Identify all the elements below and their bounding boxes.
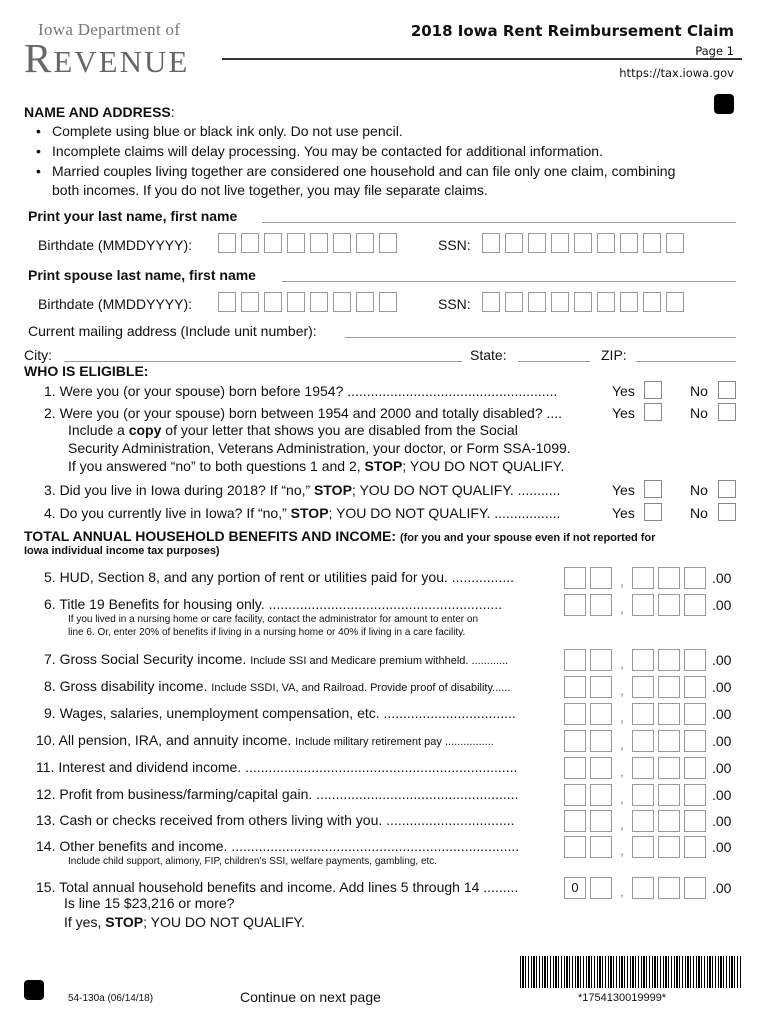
spouse-name-field[interactable] xyxy=(282,281,736,282)
digit-box[interactable] xyxy=(528,292,546,312)
line-5-digit-box[interactable] xyxy=(590,567,612,589)
line-5-digit-box[interactable] xyxy=(658,567,680,589)
digit-box[interactable] xyxy=(333,292,351,312)
birthdate-label: Birthdate (MMDDYYYY): xyxy=(38,237,193,253)
line-8-digit-box[interactable] xyxy=(564,676,586,698)
website-url[interactable]: https://tax.iowa.gov xyxy=(619,66,734,80)
thousands-separator: , xyxy=(620,736,624,752)
digit-box[interactable] xyxy=(264,233,282,253)
thousands-separator: , xyxy=(620,573,624,589)
continue-note: Continue on next page xyxy=(240,989,381,1005)
city-field[interactable] xyxy=(64,361,462,362)
line-5-digit-box[interactable] xyxy=(632,567,654,589)
zip-field[interactable] xyxy=(636,361,736,362)
ssn-boxes[interactable] xyxy=(482,233,684,253)
header-rule xyxy=(222,58,742,60)
line-12-digit-box[interactable] xyxy=(564,784,586,806)
eligible-heading: WHO IS ELIGIBLE: xyxy=(24,363,149,379)
digit-box[interactable] xyxy=(620,292,638,312)
logo-dept-text: Iowa Department of xyxy=(38,20,181,39)
digit-box[interactable] xyxy=(264,292,282,312)
logo-revenue xyxy=(24,34,189,82)
no-label: No xyxy=(690,505,708,521)
income-heading: TOTAL ANNUAL HOUSEHOLD BENEFITS AND INCOME: (for you and your spouse even if not reported for xyxy=(24,528,656,544)
spouse-birthdate-boxes[interactable] xyxy=(218,292,397,312)
instruction-continued: both incomes. If you do not live together, you may file separate claims. xyxy=(52,182,488,198)
mailing-address-label: Current mailing address (Include unit number): xyxy=(28,323,317,339)
question-3: 3. Did you live in Iowa during 2018? If “no,” STOP; YOU DO NOT QUALIFY. ........... xyxy=(44,482,561,498)
line-12-digit-box[interactable] xyxy=(684,784,706,806)
digit-box[interactable] xyxy=(528,233,546,253)
threshold-question: Is line 15 $23,216 or more? xyxy=(64,895,235,911)
cents-suffix: .00 xyxy=(712,706,732,722)
line-15-value[interactable]: 0 xyxy=(564,877,586,899)
thousands-separator: , xyxy=(620,709,624,725)
question-1: 1. Were you (or your spouse) born before 1954? ...................................................... xyxy=(44,383,558,399)
spouse-ssn-label: SSN: xyxy=(438,296,471,312)
cents-suffix: .00 xyxy=(712,787,732,803)
line-12-digit-box[interactable] xyxy=(590,784,612,806)
digit-box[interactable] xyxy=(551,292,569,312)
city-label: City: xyxy=(24,347,52,363)
digit-box[interactable] xyxy=(287,233,305,253)
line-8-digit-box[interactable] xyxy=(632,676,654,698)
digit-box[interactable] xyxy=(287,292,305,312)
name-label: Print your last name, first name xyxy=(28,208,238,224)
cents-suffix: .00 xyxy=(712,652,732,668)
logo-rest: EVENUE xyxy=(53,44,190,79)
line-14-digit-box[interactable] xyxy=(684,836,706,858)
question-2: 2. Were you (or your spouse) born between 1954 and 2000 and totally disabled? .... xyxy=(44,405,563,421)
q3-yes-checkbox[interactable] xyxy=(644,480,662,498)
threshold-stop: If yes, STOP; YOU DO NOT QUALIFY. xyxy=(64,914,305,930)
question-4: 4. Do you currently live in Iowa? If “no,” STOP; YOU DO NOT QUALIFY. ................. xyxy=(44,505,561,521)
cents-suffix: .00 xyxy=(712,679,732,695)
thousands-separator: , xyxy=(620,883,624,899)
q4-yes-checkbox[interactable] xyxy=(644,503,662,521)
line-12-digit-box[interactable] xyxy=(658,784,680,806)
thousands-separator: , xyxy=(620,682,624,698)
state-label: State: xyxy=(470,347,507,363)
line-14-digit-box[interactable] xyxy=(590,836,612,858)
cents-suffix: .00 xyxy=(712,880,732,896)
yes-label: Yes xyxy=(612,383,635,399)
question-2-note: Security Administration, Veterans Administration, your doctor, or Form SSA-1099. xyxy=(68,440,571,456)
line-8-digit-box[interactable] xyxy=(684,676,706,698)
thousands-separator: , xyxy=(620,842,624,858)
digit-box[interactable] xyxy=(505,292,523,312)
line-15-digit-box[interactable] xyxy=(684,877,706,899)
instruction-bullet: • Married couples living together are considered one household and can file only one claim, combining xyxy=(52,163,675,179)
line-9-digit-box[interactable] xyxy=(564,703,586,725)
yes-label: Yes xyxy=(612,482,635,498)
line-6-digit-box[interactable] xyxy=(684,594,706,616)
income-heading-note: Iowa individual income tax purposes) xyxy=(24,545,220,557)
barcode-text: *1754130019999* xyxy=(578,992,667,1004)
digit-box[interactable] xyxy=(379,292,397,312)
spouse-name-label: Print spouse last name, first name xyxy=(28,267,256,283)
ssn-label: SSN: xyxy=(438,237,471,253)
thousands-separator: , xyxy=(620,816,624,832)
line-9-label: 9. Wages, salaries, unemployment compensation, etc. .................................. xyxy=(44,705,516,721)
cents-suffix: .00 xyxy=(712,760,732,776)
yes-label: Yes xyxy=(612,505,635,521)
line-6-digit-box[interactable] xyxy=(564,594,586,616)
line-13-digit-box[interactable] xyxy=(564,810,586,832)
name-field[interactable] xyxy=(262,222,736,223)
digit-box[interactable] xyxy=(597,233,615,253)
line-9-digit-box[interactable] xyxy=(684,703,706,725)
line-6-digit-box[interactable] xyxy=(632,594,654,616)
line-13-digit-box[interactable] xyxy=(590,810,612,832)
line-13-digit-box[interactable] xyxy=(684,810,706,832)
form-id: 54-130a (06/14/18) xyxy=(68,993,154,1004)
spouse-birthdate-label: Birthdate (MMDDYYYY): xyxy=(38,296,193,312)
line-9-digit-box[interactable] xyxy=(658,703,680,725)
line-7-digit-box[interactable] xyxy=(632,649,654,671)
line-11-digit-box[interactable] xyxy=(590,757,612,779)
line-6-note: line 6. Or, enter 20% of benefits if living in a nursing home or 40% if living in a care facility. xyxy=(68,627,466,638)
line-8-digit-box[interactable] xyxy=(658,676,680,698)
digit-box[interactable] xyxy=(620,233,638,253)
line-15-digit-box[interactable] xyxy=(590,877,612,899)
line-12-label: 12. Profit from business/farming/capital gain. .................................................... xyxy=(36,786,519,802)
digit-box[interactable] xyxy=(379,233,397,253)
digit-box[interactable] xyxy=(551,233,569,253)
line-7-label: 7. Gross Social Security income. Include SSI and Medicare premium withheld. ............ xyxy=(44,651,509,667)
line-10-digit-box[interactable] xyxy=(684,730,706,752)
logo-cap: R xyxy=(24,35,54,81)
line-7-digit-box[interactable] xyxy=(590,649,612,671)
line-12-digit-box[interactable] xyxy=(632,784,654,806)
line-9-digit-box[interactable] xyxy=(590,703,612,725)
digit-box[interactable] xyxy=(356,292,374,312)
digit-box[interactable] xyxy=(597,292,615,312)
line-14-digit-box[interactable] xyxy=(564,836,586,858)
no-label: No xyxy=(690,482,708,498)
cents-suffix: .00 xyxy=(712,813,732,829)
digit-box[interactable] xyxy=(643,292,661,312)
line-7-digit-box[interactable] xyxy=(658,649,680,671)
line-8-label: 8. Gross disability income. Include SSDI, VA, and Railroad. Provide proof of disability...... xyxy=(44,678,511,694)
line-14-label: 14. Other benefits and income. .......................................................................... xyxy=(36,838,520,854)
thousands-separator: , xyxy=(620,790,624,806)
line-13-digit-box[interactable] xyxy=(632,810,654,832)
birthdate-boxes[interactable] xyxy=(218,233,397,253)
digit-box[interactable] xyxy=(310,292,328,312)
q4-no-checkbox[interactable] xyxy=(718,503,736,521)
instruction-bullet: • Complete using blue or black ink only. Do not use pencil. xyxy=(52,123,403,139)
q2-no-checkbox[interactable] xyxy=(718,403,736,421)
line-7-digit-box[interactable] xyxy=(684,649,706,671)
digit-box[interactable] xyxy=(482,292,500,312)
cents-suffix: .00 xyxy=(712,597,732,613)
digit-box[interactable] xyxy=(482,233,500,253)
digit-box[interactable] xyxy=(241,233,259,253)
question-2-note: Include a copy of your letter that shows you are disabled from the Social xyxy=(68,422,518,438)
no-label: No xyxy=(690,383,708,399)
thousands-separator: , xyxy=(620,600,624,616)
digit-box[interactable] xyxy=(333,233,351,253)
name-address-heading: NAME AND ADDRESS: xyxy=(24,104,175,120)
yes-label: Yes xyxy=(612,405,635,421)
line-6-note: If you lived in a nursing home or care facility, contact the administrator for amount to enter on xyxy=(68,614,479,625)
digit-box[interactable] xyxy=(666,292,684,312)
q1-yes-checkbox[interactable] xyxy=(644,381,662,399)
state-field[interactable] xyxy=(518,361,590,362)
barcode xyxy=(520,956,742,988)
q1-no-checkbox[interactable] xyxy=(718,381,736,399)
digit-box[interactable] xyxy=(310,233,328,253)
page-number: Page 1 xyxy=(695,44,734,58)
digit-box[interactable] xyxy=(241,292,259,312)
form-title: 2018 Iowa Rent Reimbursement Claim xyxy=(410,22,734,40)
line-11-digit-box[interactable] xyxy=(632,757,654,779)
line-9-digit-box[interactable] xyxy=(632,703,654,725)
cents-suffix: .00 xyxy=(712,570,732,586)
digit-box[interactable] xyxy=(574,233,592,253)
line-14-digit-box[interactable] xyxy=(658,836,680,858)
zip-label: ZIP: xyxy=(601,347,627,363)
line-10-digit-box[interactable] xyxy=(632,730,654,752)
line-15-digit-box[interactable] xyxy=(632,877,654,899)
line-8-digit-box[interactable] xyxy=(590,676,612,698)
registration-mark xyxy=(24,980,44,1000)
line-11-digit-box[interactable] xyxy=(658,757,680,779)
cents-suffix: .00 xyxy=(712,839,732,855)
line-10-digit-box[interactable] xyxy=(564,730,586,752)
digit-box[interactable] xyxy=(218,292,236,312)
line-7-digit-box[interactable] xyxy=(564,649,586,671)
line-10-digit-box[interactable] xyxy=(658,730,680,752)
registration-mark xyxy=(714,94,734,114)
line-13-label: 13. Cash or checks received from others living with you. ................................. xyxy=(36,812,515,828)
line-5-digit-box[interactable] xyxy=(564,567,586,589)
line-14-note: Include child support, alimony, FIP, children’s SSI, welfare payments, gambling, etc. xyxy=(68,856,438,867)
line-6-label: 6. Title 19 Benefits for housing only. ............................................................ xyxy=(44,596,503,612)
thousands-separator: , xyxy=(620,655,624,671)
line-13-digit-box[interactable] xyxy=(658,810,680,832)
question-2-stop: If you answered “no” to both questions 1 and 2, STOP; YOU DO NOT QUALIFY. xyxy=(68,458,565,474)
q2-yes-checkbox[interactable] xyxy=(644,403,662,421)
line-14-digit-box[interactable] xyxy=(632,836,654,858)
digit-box[interactable] xyxy=(505,233,523,253)
line-6-digit-box[interactable] xyxy=(658,594,680,616)
digit-box[interactable] xyxy=(356,233,374,253)
digit-box[interactable] xyxy=(574,292,592,312)
line-11-digit-box[interactable] xyxy=(564,757,586,779)
q3-no-checkbox[interactable] xyxy=(718,480,736,498)
line-10-label: 10. All pension, IRA, and annuity income. Include military retirement pay ................ xyxy=(36,732,494,748)
spouse-ssn-boxes[interactable] xyxy=(482,292,684,312)
line-11-label: 11. Interest and dividend income. ...................................................................... xyxy=(36,759,518,775)
cents-suffix: .00 xyxy=(712,733,732,749)
line-5-digit-box[interactable] xyxy=(684,567,706,589)
line-5-label: 5. HUD, Section 8, and any portion of rent or utilities paid for you. ................ xyxy=(44,569,515,585)
digit-box[interactable] xyxy=(643,233,661,253)
instruction-bullet: • Incomplete claims will delay processing. You may be contacted for additional information. xyxy=(52,143,603,159)
line-11-digit-box[interactable] xyxy=(684,757,706,779)
line-15-digit-box[interactable] xyxy=(658,877,680,899)
digit-box[interactable] xyxy=(666,233,684,253)
no-label: No xyxy=(690,405,708,421)
line-15-label: 15. Total annual household benefits and income. Add lines 5 through 14 ......... xyxy=(36,879,519,895)
line-10-digit-box[interactable] xyxy=(590,730,612,752)
mailing-address-field[interactable] xyxy=(345,337,736,338)
digit-box[interactable] xyxy=(218,233,236,253)
line-6-digit-box[interactable] xyxy=(590,594,612,616)
thousands-separator: , xyxy=(620,763,624,779)
